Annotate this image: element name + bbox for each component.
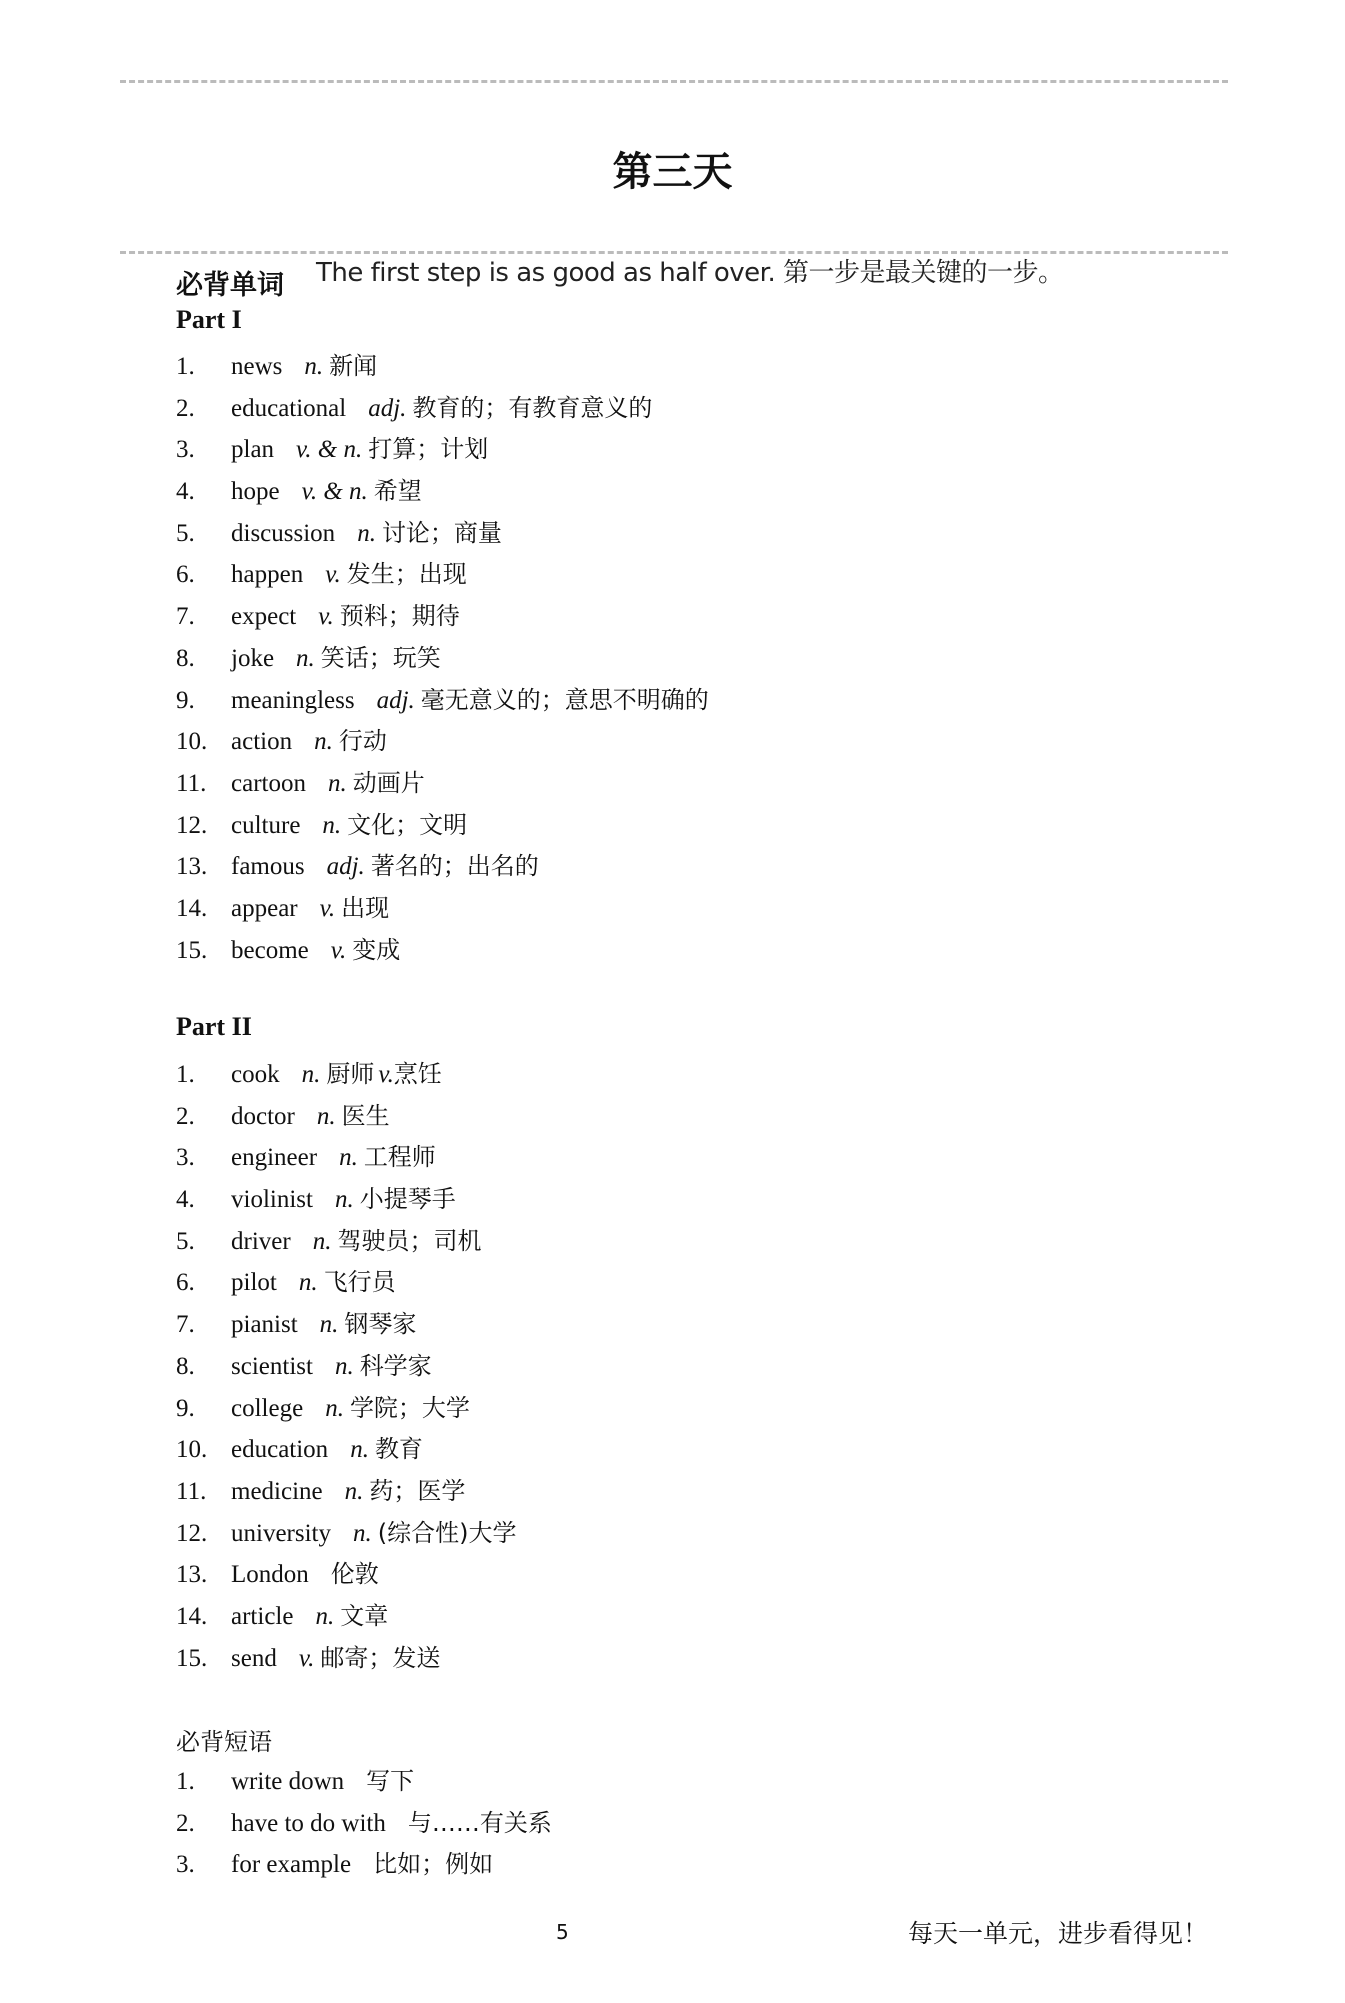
item-pos: n. — [350, 1436, 369, 1464]
item-pos: v. — [298, 1644, 315, 1672]
item-body — [231, 388, 652, 430]
item-body — [231, 1513, 516, 1555]
item-word: driver — [231, 1227, 291, 1255]
item-number: 13. — [176, 853, 208, 881]
item-meaning: 毫无意义的；意思不明确的 — [420, 685, 709, 714]
item-number: 8. — [176, 1352, 195, 1380]
item-body — [231, 554, 467, 596]
item-number: 3. — [176, 1851, 195, 1879]
item-pos: v. — [318, 603, 334, 631]
item-number: 2. — [176, 1102, 195, 1130]
item-number: 3. — [176, 436, 195, 464]
item-number: 7. — [176, 603, 195, 631]
item-word: joke — [231, 644, 275, 672]
item-meaning: 文章 — [340, 1601, 389, 1630]
item-number: 6. — [176, 561, 195, 589]
page-title: 第三天 — [612, 149, 733, 195]
item-pos: n. — [296, 644, 315, 672]
item-number: 6. — [176, 1269, 195, 1297]
item-pos: n. — [312, 1227, 332, 1255]
item-pos: n. — [322, 811, 342, 839]
item-meaning: 希望 — [373, 477, 422, 506]
item-word: for example — [231, 1851, 352, 1879]
item-pos: n. — [325, 1394, 344, 1422]
item-number: 2. — [176, 1809, 195, 1837]
item-meaning: 飞行员 — [323, 1268, 396, 1297]
item-number: 1. — [176, 353, 195, 380]
item-meaning: 文化；文明 — [347, 810, 468, 839]
item-number: 14. — [176, 894, 208, 922]
item-body — [231, 1346, 432, 1388]
item-body — [231, 513, 502, 555]
item-word: university — [231, 1519, 331, 1547]
item-pos: v. — [319, 894, 336, 922]
item-body — [231, 888, 389, 930]
item-number: 15. — [176, 1644, 208, 1672]
item-pos: v. & n. — [296, 436, 363, 464]
item-pos: adj. — [376, 686, 415, 714]
item-pos: adj. — [368, 394, 407, 422]
item-body — [231, 1096, 390, 1138]
item-pos: n. — [315, 1602, 335, 1630]
item-word: educational — [231, 394, 347, 422]
item-pos: n. — [304, 353, 324, 380]
item-word: action — [231, 728, 293, 756]
item-meaning: 与……有关系 — [407, 1808, 552, 1837]
item-word: write down — [231, 1768, 345, 1795]
item-body — [231, 1054, 442, 1096]
item-body — [231, 680, 709, 722]
item-number: 12. — [176, 1519, 208, 1547]
item-word: article — [231, 1602, 294, 1630]
item-number: 1. — [176, 1768, 195, 1795]
item-pos: n. — [357, 519, 376, 547]
item-meaning: 新闻 — [329, 352, 378, 380]
item-pos: n. — [319, 1311, 339, 1339]
item-body — [231, 1596, 388, 1638]
item-pos: v. — [330, 936, 347, 964]
item-word: happen — [231, 561, 304, 589]
item-number: 1. — [176, 1061, 195, 1088]
item-body — [231, 346, 377, 388]
item-word: send — [231, 1644, 277, 1672]
part1-heading: Part I — [176, 305, 242, 334]
item-body — [231, 1388, 470, 1430]
item-word: discussion — [231, 519, 336, 547]
item-meaning: 行动 — [338, 727, 387, 756]
item-word: famous — [231, 853, 305, 881]
item-number: 7. — [176, 1311, 195, 1339]
section-heading-phrases: 必背短语 — [176, 1728, 272, 1756]
item-number: 10. — [176, 1436, 208, 1464]
item-number: 4. — [176, 478, 195, 506]
item-meaning: 笑话；玩笑 — [320, 643, 441, 672]
item-meaning: 讨论；商量 — [381, 518, 502, 547]
item-pos: v. & n. — [301, 478, 368, 506]
item-word: become — [231, 936, 309, 964]
item-meaning: 厨师 — [326, 1060, 375, 1088]
item-number: 11. — [176, 1477, 207, 1505]
item-body — [231, 805, 467, 847]
item-number: 8. — [176, 644, 195, 672]
item-number: 3. — [176, 1144, 195, 1172]
item-meaning: 教育的；有教育意义的 — [412, 393, 653, 422]
item-pos: n. — [314, 728, 333, 756]
item-body — [231, 1429, 423, 1471]
item-number: 5. — [176, 519, 195, 547]
item-number: 2. — [176, 394, 195, 422]
section-heading-words: 必背单词 — [176, 270, 284, 301]
item-word: London — [231, 1561, 309, 1589]
item-body — [231, 1471, 465, 1513]
item-meaning: 比如；例如 — [373, 1850, 494, 1879]
item-meaning: 著名的；出名的 — [370, 852, 539, 881]
item-pos: v. — [325, 561, 341, 589]
item-body — [231, 1638, 440, 1680]
item-number: 4. — [176, 1186, 195, 1214]
item-body — [231, 1262, 396, 1304]
item-body — [231, 1761, 414, 1803]
page-number: 5 — [556, 1920, 569, 1944]
item-meaning: 邮寄；发送 — [320, 1643, 441, 1672]
item-meaning: 发生；出现 — [346, 560, 467, 589]
item-body — [231, 763, 425, 805]
item-pos: n. — [301, 1061, 321, 1088]
item-word: college — [231, 1394, 304, 1422]
item-meaning: 动画片 — [352, 768, 425, 797]
item-word: doctor — [231, 1102, 295, 1130]
item-body — [231, 1221, 481, 1263]
item-meaning: 工程师 — [363, 1143, 436, 1172]
item-pos: adj. — [326, 853, 365, 881]
item-body — [231, 1137, 436, 1179]
item-word: pianist — [231, 1311, 298, 1339]
item-body — [231, 1844, 493, 1886]
item-word: violinist — [231, 1186, 313, 1214]
item-word: meaningless — [231, 686, 355, 714]
item-number: 12. — [176, 811, 208, 839]
item-pos: n. — [334, 1352, 354, 1380]
item-meaning: 药；医学 — [369, 1476, 466, 1505]
item-word: expect — [231, 603, 297, 631]
item-pos: n. — [353, 1519, 372, 1547]
item-body — [231, 721, 387, 763]
item-number: 15. — [176, 936, 208, 964]
item-number: 10. — [176, 728, 208, 756]
item-word: have to do with — [231, 1809, 386, 1837]
item-meaning: 科学家 — [359, 1351, 432, 1380]
item-body — [231, 1803, 552, 1845]
item-word: hope — [231, 478, 280, 506]
item-body — [231, 1179, 456, 1221]
item-body — [231, 846, 539, 888]
item-meaning: 钢琴家 — [344, 1310, 417, 1339]
item-meaning: 驾驶员；司机 — [337, 1226, 482, 1255]
item-pos: n. — [327, 769, 347, 797]
item-body — [231, 1304, 416, 1346]
item-pos: n. — [344, 1477, 364, 1505]
item-meaning: 出现 — [341, 893, 390, 922]
item-pos: n. — [334, 1186, 354, 1214]
item-word: news — [231, 353, 283, 380]
item-word: education — [231, 1436, 329, 1464]
item-meaning: (综合性)大学 — [377, 1518, 517, 1547]
motto-quote: The first step is as good as half over. 第一步是最关键的一步。 — [316, 258, 1064, 288]
item-body — [231, 596, 460, 638]
item-number: 9. — [176, 1394, 195, 1422]
item-word: scientist — [231, 1352, 313, 1380]
item-word: cook — [231, 1061, 280, 1088]
item-meaning: 打算；计划 — [368, 435, 489, 464]
item-meaning: 小提琴手 — [359, 1185, 456, 1214]
item-body — [231, 429, 488, 471]
top-divider — [120, 80, 1228, 83]
item-pos: n. — [316, 1102, 336, 1130]
item-meaning: 学院；大学 — [349, 1393, 470, 1422]
item-number: 5. — [176, 1227, 195, 1255]
item-meaning: 变成 — [352, 935, 401, 964]
item-body — [231, 638, 441, 680]
item-word: culture — [231, 811, 301, 839]
item-meaning: 医生 — [341, 1101, 390, 1130]
item-pos: n. — [298, 1269, 318, 1297]
item-meaning: 伦敦 — [330, 1560, 379, 1589]
item-body — [231, 930, 400, 972]
item-word: cartoon — [231, 769, 306, 797]
item-meaning2: 烹饪 — [393, 1060, 442, 1088]
part2-heading: Part II — [176, 1012, 252, 1041]
item-number: 11. — [176, 769, 207, 797]
item-body — [231, 471, 422, 513]
item-word: medicine — [231, 1477, 323, 1505]
item-number: 13. — [176, 1561, 208, 1589]
item-pos: n. — [339, 1144, 358, 1172]
item-word: engineer — [231, 1144, 318, 1172]
footer-motto: 每天一单元，进步看得见！ — [908, 1919, 1209, 1948]
item-number: 9. — [176, 686, 195, 714]
item-meaning: 写下 — [366, 1767, 415, 1795]
item-pos2: v. — [378, 1061, 394, 1088]
item-word: pilot — [231, 1269, 277, 1297]
item-meaning: 教育 — [374, 1435, 423, 1464]
item-word: appear — [231, 894, 298, 922]
item-word: plan — [231, 436, 275, 464]
item-body — [231, 1554, 379, 1596]
item-meaning: 预料；期待 — [339, 602, 460, 631]
item-number: 14. — [176, 1602, 208, 1630]
